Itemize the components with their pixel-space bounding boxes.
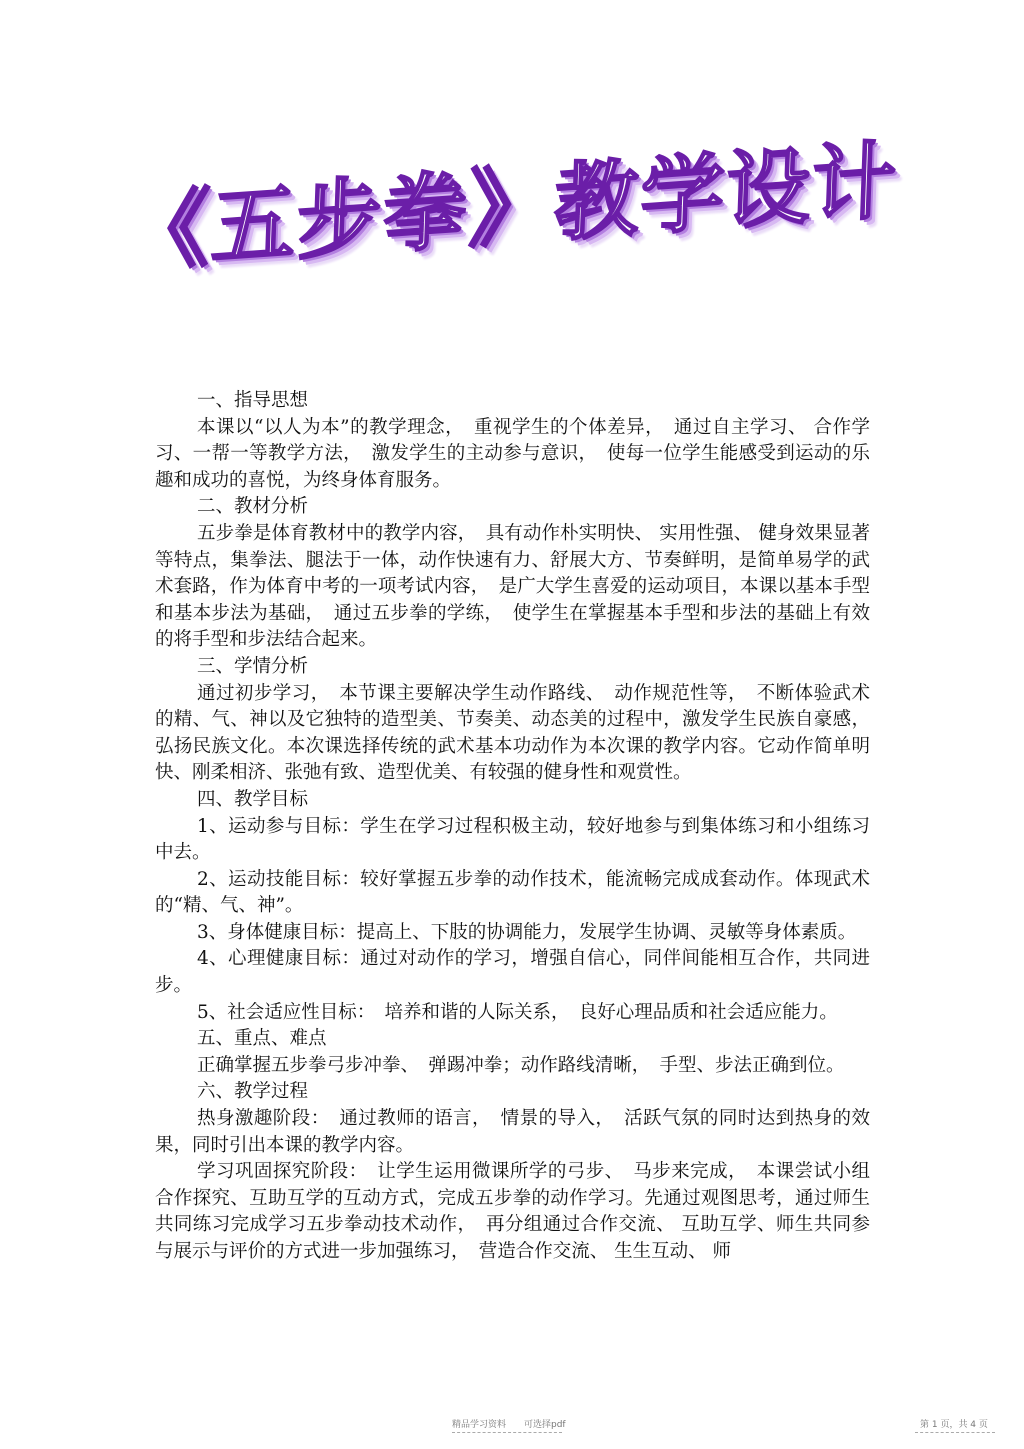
body-paragraph: 五步拳是体育教材中的教学内容， 具有动作朴实明快、 实用性强、 健身效果显著等特点，集拳法、腿法于一体，动作快速有力、舒展大方、节奏鲜明，是简单易学的武术套路，作为体育中考的一项考试内容， 是广大学生喜爱的运动项目，本课以基本手型和基本步法为基础， 通过五步拳的学练， 使学生在掌握基本手型和步法的基础上有效的将手型和步法结合起来。 [155, 522, 870, 651]
footer-divider [915, 1432, 995, 1433]
objective-item: 2、运动技能目标：较好掌握五步拳的动作技术，能流畅完成成套动作。体现武术的“精、气、神”。 [155, 868, 870, 917]
footer-watermark-text: 精品学习资料 可选择pdf [452, 1420, 566, 1430]
footer-divider [452, 1432, 562, 1433]
section-heading: 四、教学目标 [197, 788, 309, 810]
objective-item: 3、身体健康目标：提高上、下肢的协调能力，发展学生协调、灵敏等身体素质。 [197, 921, 857, 943]
section-heading: 六、教学过程 [197, 1081, 309, 1103]
section-heading: 一、指导思想 [197, 390, 309, 411]
objective-item: 5、社会适应性目标： 培养和谐的人际关系， 良好心理品质和社会适应能力。 [197, 1001, 838, 1023]
document-title: 《五步拳》教学设计 [123, 130, 900, 284]
body-paragraph: 通过初步学习， 本节课主要解决学生动作路线、 动作规范性等， 不断体验武术的精、气、神以及它独特的造型美、节奏美、动态美的过程中，激发学生民族自豪感，弘扬民族文化。本次课选择传统的武术基本功动作为本次课的教学内容。它动作简单明快、刚柔相济、张弛有致、造型优美、有较强的健身性和观赏性。 [155, 682, 870, 784]
body-paragraph: 热身激趣阶段： 通过教师的语言， 情景的导入， 活跃气氛的同时达到热身的效果，同时引出本课的教学内容。 [155, 1108, 870, 1156]
body-paragraph: 学习巩固探究阶段： 让学生运用微课所学的弓步、 马步来完成， 本课尝试小组合作探究、互助互学的互动方式，完成五步拳的动作学习。先通过观图思考，通过师生共同练习完成学习五步拳动技术动作， 再分组通过合作交流、 互助互学、师生共同参与展示与评价的方式进一步加强练习， 营造合作交流、 生生互动、 师 [155, 1161, 870, 1262]
document-body [155, 388, 870, 1266]
title-area [0, 130, 1024, 284]
body-paragraph: 正确掌握五步拳弓步冲拳、 弹踢冲拳；动作路线清晰， 手型、步法正确到位。 [197, 1054, 845, 1076]
page-number: 第 1 页，共 4 页 [920, 1420, 988, 1430]
body-paragraph: 本课以“以人为本”的教学理念， 重视学生的个体差异， 通过自主学习、 合作学习、一帮一等教学方法， 激发学生的主动参与意识， 使每一位学生能感受到运动的乐趣和成功的喜悦，为终身体育服务。 [155, 416, 870, 491]
section-heading: 五、重点、难点 [197, 1028, 327, 1050]
section-heading: 三、学情分析 [197, 655, 309, 677]
section-heading: 二、教材分析 [197, 496, 309, 518]
objective-item: 1、运动参与目标：学生在学习过程积极主动，较好地参与到集体练习和小组练习中去。 [155, 815, 870, 864]
objective-item: 4、心理健康目标：通过对动作的学习，增强自信心，同伴间能相互合作，共同进步。 [155, 948, 870, 997]
